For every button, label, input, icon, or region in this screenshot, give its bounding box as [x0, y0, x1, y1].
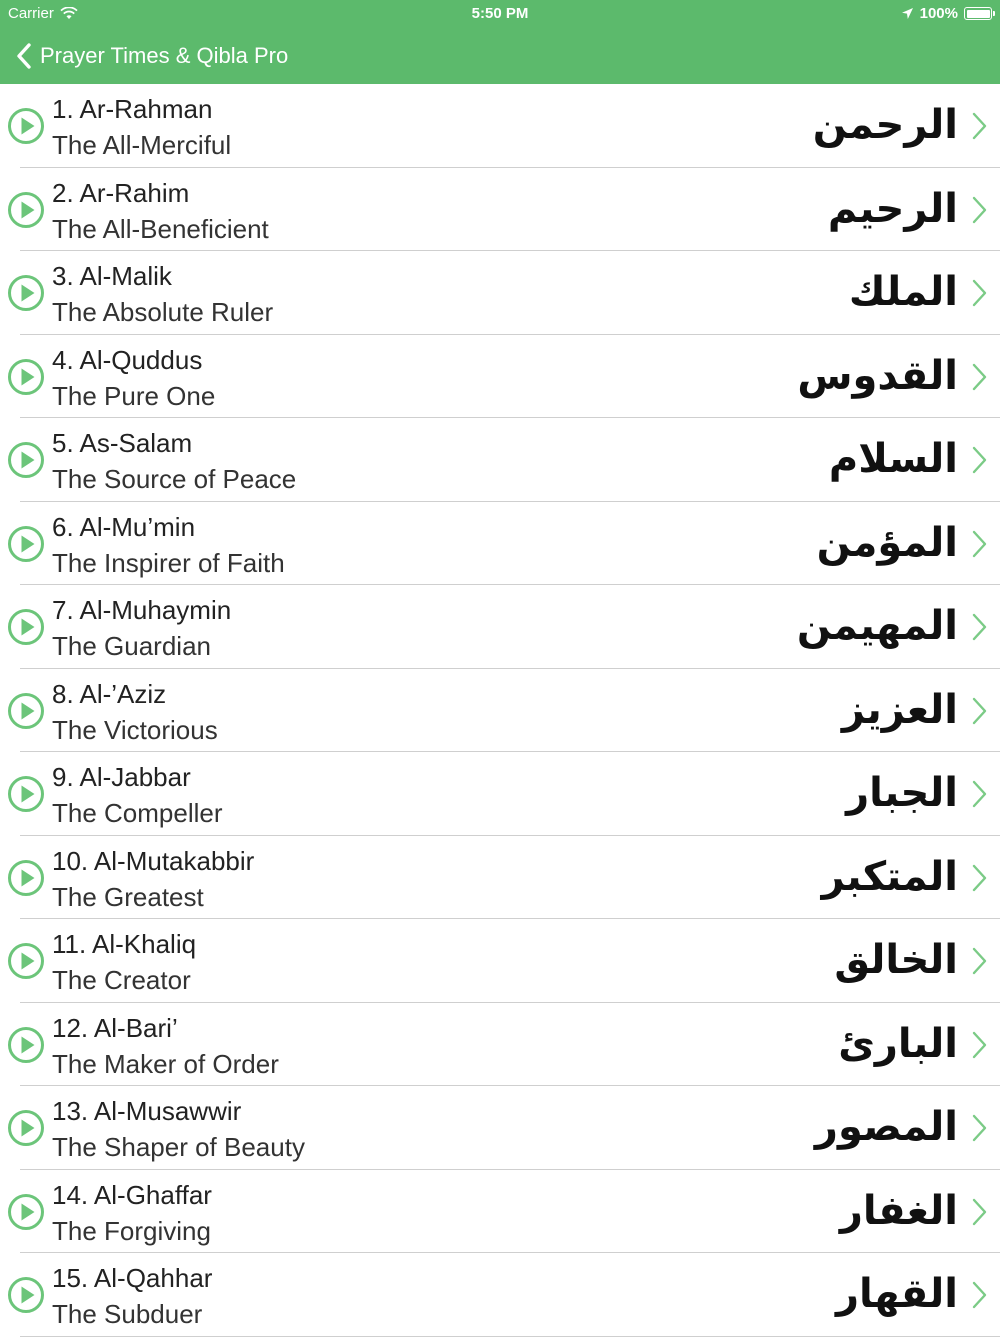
chevron-right-icon — [970, 278, 988, 308]
play-icon[interactable] — [7, 525, 45, 563]
list-item[interactable] — [0, 1003, 1000, 1087]
list-item[interactable] — [0, 752, 1000, 836]
arabic-calligraphy: العزيز — [841, 686, 958, 733]
chevron-right-icon — [970, 863, 988, 893]
chevron-right-icon — [970, 111, 988, 141]
name-label: 9. Al-Jabbar — [52, 762, 191, 792]
name-label: 12. Al-Bari’ — [52, 1012, 178, 1043]
list-item[interactable] — [0, 502, 1000, 586]
chevron-right-icon — [970, 195, 988, 225]
chevron-right-icon — [970, 779, 988, 809]
arabic-calligraphy: الجبار — [846, 770, 958, 816]
name-label: 2. Ar-Rahim — [52, 177, 190, 208]
name-meaning: The All-Beneficient — [52, 213, 269, 244]
name-label: 3. Al-Malik — [52, 261, 172, 291]
name-meaning: The Greatest — [52, 881, 204, 912]
battery-icon — [964, 7, 992, 20]
play-icon[interactable] — [7, 1193, 45, 1231]
list-item[interactable] — [0, 251, 1000, 335]
chevron-right-icon — [970, 696, 988, 726]
back-button[interactable] — [16, 43, 288, 69]
name-texts — [52, 510, 285, 582]
chevron-right-icon — [970, 612, 988, 642]
list-item[interactable] — [0, 919, 1000, 1003]
row-divider — [20, 1336, 1000, 1337]
chevron-right-icon — [970, 1197, 988, 1227]
name-texts — [52, 593, 231, 665]
name-label: 15. Al-Qahhar — [52, 1263, 213, 1293]
name-meaning: The Shaper of Beauty — [52, 1132, 305, 1162]
name-texts — [52, 176, 269, 248]
back-button-label: Prayer Times & Qibla Pro — [40, 43, 289, 68]
name-texts — [52, 259, 273, 331]
play-icon[interactable] — [7, 358, 45, 396]
arabic-calligraphy: السلام — [828, 436, 958, 482]
name-meaning: The Absolute Ruler — [52, 297, 274, 327]
name-texts — [52, 927, 196, 999]
list-item[interactable] — [0, 669, 1000, 753]
arabic-calligraphy: المتكبر — [821, 853, 958, 900]
play-icon[interactable] — [7, 692, 45, 730]
carrier-label: Carrier — [8, 5, 54, 22]
name-texts — [52, 426, 296, 498]
name-meaning: The Source of Peace — [52, 464, 297, 494]
list-item[interactable] — [0, 836, 1000, 920]
chevron-right-icon — [970, 362, 988, 392]
arabic-calligraphy: الملك — [848, 269, 958, 315]
list-item[interactable] — [0, 84, 1000, 168]
name-label: 14. Al-Ghaffar — [52, 1179, 212, 1210]
name-texts — [52, 1261, 212, 1333]
name-label: 6. Al-Mu’min — [52, 511, 196, 542]
list-item[interactable] — [0, 168, 1000, 252]
name-meaning: The Compeller — [52, 798, 223, 828]
chevron-right-icon — [970, 1113, 988, 1143]
arabic-calligraphy: البارئ — [838, 1020, 958, 1067]
chevron-right-icon — [970, 445, 988, 475]
arabic-calligraphy: المهيمن — [796, 603, 958, 649]
list-item[interactable] — [0, 1253, 1000, 1337]
name-label: 1. Ar-Rahman — [52, 94, 213, 124]
name-label: 8. Al-’Aziz — [52, 678, 167, 709]
location-arrow-icon — [901, 7, 914, 20]
name-meaning: The Victorious — [52, 714, 218, 745]
name-texts — [52, 760, 223, 832]
name-meaning: The Creator — [52, 965, 191, 995]
list-item[interactable] — [0, 585, 1000, 669]
arabic-calligraphy: القهار — [836, 1271, 958, 1317]
play-icon[interactable] — [7, 1026, 45, 1064]
play-icon[interactable] — [7, 274, 45, 312]
play-icon[interactable] — [7, 191, 45, 229]
play-icon[interactable] — [7, 441, 45, 479]
name-texts — [52, 1178, 212, 1250]
status-bar — [0, 0, 1000, 28]
chevron-right-icon — [970, 529, 988, 559]
play-icon[interactable] — [7, 608, 45, 646]
name-texts — [52, 677, 218, 749]
name-texts — [52, 844, 254, 916]
play-icon[interactable] — [7, 942, 45, 980]
list-item[interactable] — [0, 1086, 1000, 1170]
list-item[interactable] — [0, 335, 1000, 419]
chevron-left-icon — [16, 43, 32, 69]
name-meaning: The Maker of Order — [52, 1048, 279, 1079]
arabic-calligraphy: المؤمن — [816, 519, 958, 566]
names-list — [0, 84, 1000, 1337]
nav-bar — [0, 28, 1000, 84]
name-label: 10. Al-Mutakabbir — [52, 845, 255, 876]
name-meaning: The Forgiving — [52, 1215, 211, 1246]
play-icon[interactable] — [7, 859, 45, 897]
name-meaning: The Subduer — [52, 1299, 203, 1329]
name-meaning: The Guardian — [52, 631, 211, 661]
name-label: 13. Al-Musawwir — [52, 1096, 242, 1126]
arabic-calligraphy: المصور — [814, 1104, 958, 1150]
chevron-right-icon — [970, 946, 988, 976]
name-label: 4. Al-Quddus — [52, 344, 203, 375]
status-time: 5:50 PM — [471, 5, 529, 22]
name-texts — [52, 1011, 279, 1083]
play-icon[interactable] — [7, 1109, 45, 1147]
arabic-calligraphy: الرحيم — [827, 185, 958, 232]
arabic-calligraphy: الخالق — [834, 937, 958, 983]
name-texts — [52, 1094, 305, 1166]
name-meaning: The Pure One — [52, 380, 216, 411]
chevron-right-icon — [970, 1280, 988, 1310]
play-icon[interactable] — [7, 775, 45, 813]
arabic-calligraphy: الغفار — [839, 1187, 958, 1234]
chevron-right-icon — [970, 1030, 988, 1060]
list-item[interactable] — [0, 418, 1000, 502]
arabic-calligraphy: الرحمن — [812, 102, 958, 148]
play-icon[interactable] — [7, 107, 45, 145]
name-texts — [52, 343, 215, 415]
battery-percent: 100% — [919, 5, 958, 22]
name-label: 7. Al-Muhaymin — [52, 595, 232, 625]
top-bar — [0, 0, 1000, 84]
name-label: 11. Al-Khaliq — [52, 929, 197, 959]
name-texts — [52, 92, 231, 164]
name-label: 5. As-Salam — [52, 428, 193, 458]
arabic-calligraphy: القدوس — [797, 352, 958, 399]
list-item[interactable] — [0, 1170, 1000, 1254]
play-icon[interactable] — [7, 1276, 45, 1314]
name-meaning: The Inspirer of Faith — [52, 547, 285, 578]
status-right — [901, 5, 992, 22]
name-meaning: The All-Merciful — [52, 130, 232, 160]
